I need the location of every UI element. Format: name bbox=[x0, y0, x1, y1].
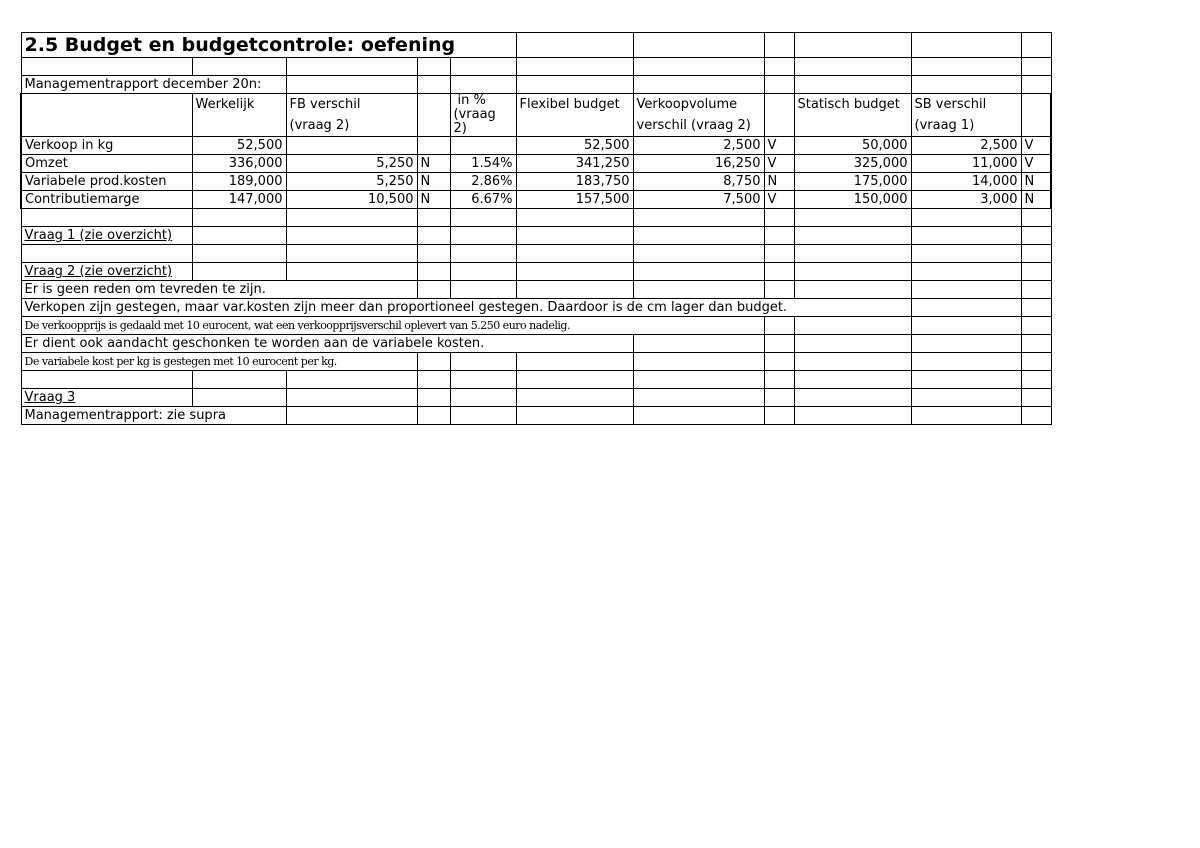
vraag2-link[interactable]: Vraag 2 (zie overzicht) bbox=[21, 263, 192, 281]
note-text[interactable]: Er is geen reden om tevreden te zijn. bbox=[21, 281, 417, 299]
table-row: Variabele prod.kosten 189,000 5,250 N 2.86% 183,750 8,750 N 175,000 14,000 N bbox=[21, 173, 1051, 191]
table-row: Contributiemarge 147,000 10,500 N 6.67% 157,500 7,500 V 150,000 3,000 N bbox=[21, 191, 1051, 209]
note-row bbox=[21, 263, 1051, 281]
empty-row bbox=[21, 209, 1051, 227]
note-text[interactable]: Verkopen zijn gestegen, maar var.kosten zijn meer dan proportioneel gestegen. Daardoor is de cm lager dan budget. bbox=[21, 299, 911, 317]
report-label-row bbox=[21, 76, 1051, 94]
header-row bbox=[21, 94, 1051, 137]
note-row bbox=[21, 299, 1051, 317]
title-row bbox=[21, 33, 1051, 58]
note-row bbox=[21, 281, 1051, 299]
table-row: Omzet 336,000 5,250 N 1.54% 341,250 16,250 V 325,000 11,000 V bbox=[21, 155, 1051, 173]
note-row bbox=[21, 407, 1051, 425]
empty-row bbox=[21, 245, 1051, 263]
header-statisch-budget[interactable]: Statisch budget bbox=[794, 94, 911, 137]
spreadsheet-table bbox=[20, 32, 1052, 425]
header-werkelijk[interactable]: Werkelijk bbox=[192, 94, 286, 137]
vraag3-link[interactable]: Vraag 3 bbox=[21, 389, 192, 407]
note-row bbox=[21, 335, 1051, 353]
header-verkoopvolume[interactable]: Verkoopvolume verschil (vraag 2) bbox=[633, 94, 764, 137]
header-in-pct[interactable]: in % (vraag 2) bbox=[450, 94, 516, 137]
empty-row bbox=[21, 371, 1051, 389]
empty-row bbox=[21, 58, 1051, 76]
note-text[interactable]: De verkoopprijs is gedaald met 10 eurocent, wat een verkoopprijsverschil oplevert van 5.250 euro nadelig. bbox=[21, 317, 764, 335]
note-text[interactable]: Managementrapport: zie supra bbox=[21, 407, 286, 425]
table-row: Verkoop in kg 52,500 52,500 2,500 V 50,000 2,500 V bbox=[21, 137, 1051, 155]
vraag1-link[interactable]: Vraag 1 (zie overzicht) bbox=[21, 227, 192, 245]
report-label[interactable]: Managementrapport december 20n: bbox=[21, 76, 286, 94]
note-row bbox=[21, 389, 1051, 407]
note-row bbox=[21, 317, 1051, 335]
note-text[interactable]: Er dient ook aandacht geschonken te worden aan de variabele kosten. bbox=[21, 335, 633, 353]
sheet-title[interactable]: 2.5 Budget en budgetcontrole: oefening bbox=[21, 33, 516, 58]
note-row bbox=[21, 353, 1051, 371]
header-flexibel-budget[interactable]: Flexibel budget bbox=[516, 94, 633, 137]
note-text[interactable]: De variabele kost per kg is gestegen met 10 eurocent per kg. bbox=[21, 353, 417, 371]
header-fb-verschil[interactable]: FB verschil (vraag 2) bbox=[286, 94, 417, 137]
header-sb-verschil[interactable]: SB verschil (vraag 1) bbox=[911, 94, 1021, 137]
note-row bbox=[21, 227, 1051, 245]
